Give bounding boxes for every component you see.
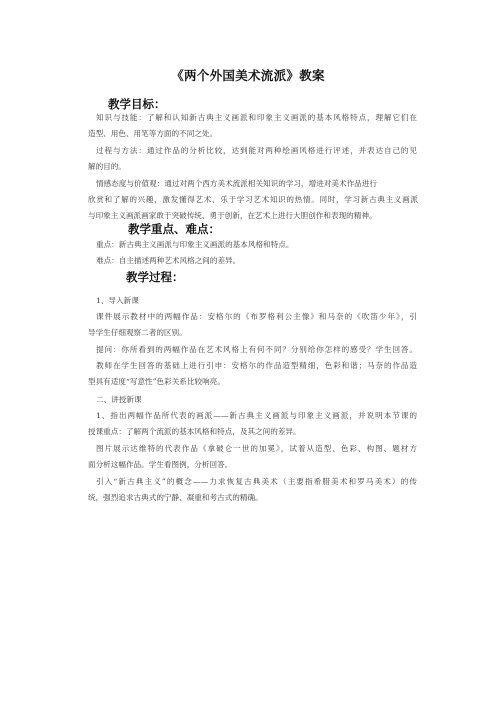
section-heading-teaching-process: 教学过程： [126,270,184,284]
section-heading-key-points: 教学重点、难点： [128,222,220,236]
goal-line-7: 与印象主义画派画家敢于突破传统、勇于创新，在艺术上进行大胆创作和表现的精神。 [88,211,377,220]
process-line-7: 二、讲授新课 [96,395,142,404]
process-line-2: 课件展示教材中的两幅作品：安格尔的《布罗格利公主像》和马奈的《吹笛少年》，引 [96,312,417,321]
document-title: 《两个外国美术流派》教案 [171,68,325,83]
key-point-line: 重点：新古典主义画派与印象主义画派的基本风格和特点。 [96,240,294,249]
process-line-4: 提问：你所看到的两幅作品在艺术风格上有何不同？分别给你怎样的感受？学生回答。 [96,345,417,354]
process-line-9: 授课重点：了解两个流派的基本风格和特点，及其之间的差异。 [88,427,301,436]
process-line-10: 图片展示达维特的代表作品《拿破仑一世的加冕》，试着从造型、色彩、构图、题材方 [96,444,417,453]
process-line-3: 导学生仔细观察二者的区别。 [88,328,187,337]
goal-line-2: 造型、用色、用笔等方面的不同之处。 [88,129,218,138]
section-heading-teaching-goals: 教学目标： [108,97,166,111]
goal-line-4: 解的目的。 [88,162,126,171]
goal-line-5: 情感态度与价值观：通过对两个西方美术流派相关知识的学习，增进对美术作品进行 [96,179,377,188]
difficulty-line: 难点：自主描述两种艺术风格之间的差异。 [96,256,241,265]
process-line-12: 引入“新古典主义”的概念——力求恢复古典美术（主要指希腊美术和罗马美术）的传 [96,477,417,486]
goal-line-3: 过程与方法：通过作品的分析比较，达到能对两种绘画风格进行评述，并表达自己的见 [96,146,417,155]
process-line-1: 1、导入新课 [96,296,139,305]
process-line-5: 教师在学生回答的基础上进行引申：安格尔的作品造型精细，色彩和谐；马奈的作品造 [96,361,417,370]
goal-line-1: 知识与技能：了解和认知新古典主义画派和印象主义画派的基本风格特点，理解它们在 [96,113,417,122]
process-line-13: 统，强烈追求古典式的宁静、凝重和考古式的精确。 [88,493,263,502]
process-line-11: 面分析这幅作品。学生看图例，分析回答。 [88,460,233,469]
goal-line-6: 欣赏和了解的兴趣，激发懂得艺术、乐于学习艺术知识的热情。同时，学习新古典主义画派 [88,195,418,204]
process-line-8: 1、指出两幅作品所代表的画派——新古典主义画派与印象主义画派，并说明本节课的 [96,411,417,420]
process-line-6: 型具有适度“写意性”色彩关系比较响亮。 [88,377,225,386]
